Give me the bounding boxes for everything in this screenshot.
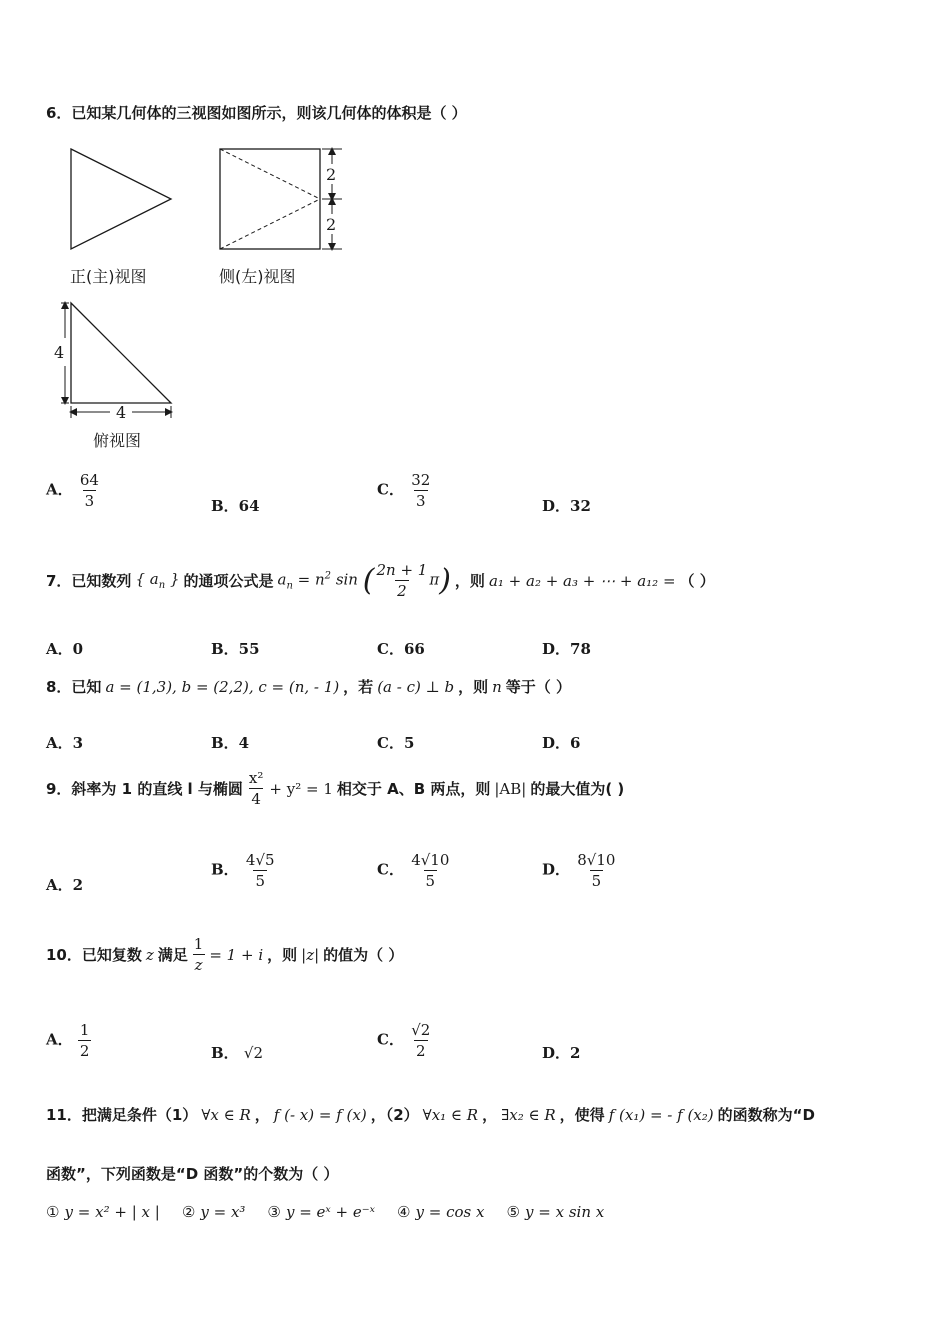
q11-stem-line1: 11．把满足条件（1） ∀x ∈ R ， f (- x) = f (x) ，（2） ∀x₁ ∈ R ， ∃x₂ ∈ R ，使得 f (x₁) = - f (x₂) 的函数称为“D bbox=[46, 1105, 815, 1124]
q7-option-a[interactable]: A．0 bbox=[46, 640, 84, 658]
function-item: ③ y = eˣ + e⁻ˣ bbox=[267, 1203, 375, 1221]
q11-stem-line2: 函数”，下列函数是“D 函数”的个数为（ ） bbox=[46, 1165, 339, 1183]
q7-option-d[interactable]: D．78 bbox=[542, 640, 591, 658]
q7-option-c[interactable]: C．66 bbox=[377, 640, 425, 658]
segment-length: |AB| bbox=[494, 779, 527, 798]
vector-definitions: a = (1,3), b = (2,2), c = (n, - 1) bbox=[105, 677, 340, 696]
ellipse-fraction: $\frac{\text{x²}}{4}$ bbox=[248, 769, 264, 808]
side-view-label: 侧(左)视图 bbox=[219, 267, 296, 286]
q6-option-c[interactable] bbox=[377, 470, 432, 511]
q8-option-a[interactable]: A．3 bbox=[46, 734, 84, 752]
q7-option-b[interactable]: B．55 bbox=[211, 640, 260, 658]
q8-option-c[interactable]: C．5 bbox=[377, 734, 415, 752]
side-view-square bbox=[220, 149, 320, 249]
q9-option-b[interactable]: B． $\frac{4√5}{5}$ bbox=[211, 851, 275, 890]
function-item: ① y = x² + | x | bbox=[46, 1203, 160, 1221]
three-view-figure bbox=[54, 140, 360, 450]
fraction: $\frac{32}{3}$ bbox=[411, 471, 431, 510]
q6-option-d[interactable]: D．32 bbox=[542, 497, 591, 515]
q8-stem: 8．已知 a = (1,3), b = (2,2), c = (n, - 1) ，若 (a - c) ⊥ b ，则 n 等于（ ） bbox=[46, 677, 572, 696]
q6-stem: 6．已知某几何体的三视图如图所示，则该几何体的体积是（ ） bbox=[46, 104, 467, 122]
q9-stem: 9．斜率为 1 的直线 l 与椭圆 $\frac{\text{x²}}{4}$ + y² = 1 相交于 A、B 两点，则 |AB| 的最大值为( ) bbox=[46, 769, 625, 808]
fraction: $\frac{8√10}{5}$ bbox=[577, 851, 616, 890]
option-label: A． bbox=[46, 480, 73, 499]
top-view-triangle bbox=[71, 303, 171, 403]
q9-option-c[interactable]: C． $\frac{4√10}{5}$ bbox=[377, 851, 450, 890]
top-view-label: 俯视图 bbox=[93, 431, 142, 450]
reciprocal-fraction: $\frac{1}{z}$ bbox=[193, 935, 204, 974]
general-term-formula: $a_n = n^2$ sin ( $\frac{2n + 1}{2}$ π) bbox=[277, 561, 451, 600]
top-dim-left: 4 bbox=[54, 343, 65, 362]
front-view-triangle bbox=[71, 149, 171, 249]
fraction: $\frac{64}{3}$ bbox=[79, 471, 99, 510]
function-item: ② y = x³ bbox=[181, 1203, 246, 1221]
q9-option-d[interactable]: D． $\frac{8√10}{5}$ bbox=[542, 851, 616, 890]
sequence: { $a_n$ } bbox=[135, 570, 180, 591]
function-item: ④ y = cos x bbox=[396, 1203, 485, 1221]
sum-expression: a₁ + a₂ + a₃ + ⋯ + a₁₂ = bbox=[488, 571, 676, 590]
function-item: ⑤ y = x sin x bbox=[506, 1203, 605, 1221]
q6-option-a[interactable] bbox=[46, 470, 101, 511]
q11-function-list bbox=[46, 1202, 604, 1221]
perpendicular-condition: (a - c) ⊥ b bbox=[377, 677, 455, 696]
top-dim-bottom: 4 bbox=[116, 403, 127, 422]
fraction: $\frac{1}{2}$ bbox=[79, 1021, 90, 1060]
side-dim-top: 2 bbox=[326, 165, 337, 184]
q10-option-b[interactable]: B． √2 bbox=[211, 1044, 264, 1062]
q10-option-d[interactable]: D．2 bbox=[542, 1044, 581, 1062]
fraction: $\frac{4√5}{5}$ bbox=[245, 851, 275, 890]
q7-stem: 7．已知数列 { $a_n$ } 的通项公式是 $a_n = n^2$ sin ( $\frac{2n + 1}{2}$ π) ，则 a₁ + a₂ + a₃ + ⋯ + a₁₂ = （ ） bbox=[46, 561, 715, 600]
q8-option-d[interactable]: D．6 bbox=[542, 734, 581, 752]
q9-option-a[interactable]: A．2 bbox=[46, 876, 84, 894]
modulus: |z| bbox=[301, 945, 320, 964]
q6-option-b[interactable]: B．64 bbox=[211, 497, 260, 515]
q8-option-b[interactable]: B．4 bbox=[211, 734, 250, 752]
front-view-label: 正(主)视图 bbox=[70, 267, 147, 286]
fraction: $\frac{4√10}{5}$ bbox=[411, 851, 450, 890]
option-label: C． bbox=[377, 480, 404, 499]
q10-option-a[interactable]: A． $\frac{1}{2}$ bbox=[46, 1021, 90, 1060]
q10-stem: 10．已知复数 z 满足 $\frac{1}{z}$ = 1 + i ，则 |z| 的值为（ ） bbox=[46, 935, 404, 974]
q10-option-c[interactable]: C． $\frac{√2}{2}$ bbox=[377, 1021, 431, 1060]
side-dim-bottom: 2 bbox=[326, 215, 337, 234]
fraction: $\frac{√2}{2}$ bbox=[411, 1021, 431, 1060]
